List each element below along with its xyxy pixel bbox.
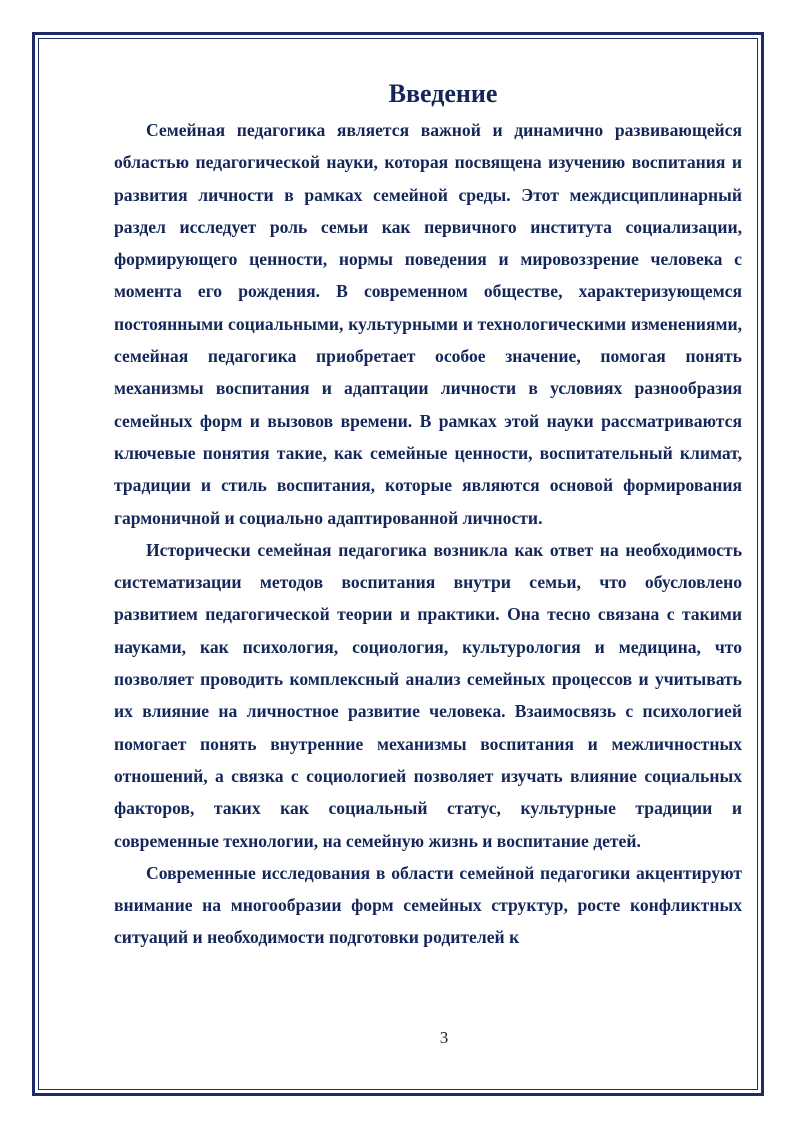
paragraph-3: Современные исследования в области семейной педагогики акцентируют внимание на многообразии форм семейных структур, росте конфликтных ситуаций и необходимости подготовки родителей к [114,862,742,948]
page-title: Введение [388,79,498,108]
paragraph-2: Исторически семейная педагогика возникла как ответ на необходимость систематизации методов воспитания внутри семьи, что обусловлено развитием педагогической теории и практики. Она тесно связана с такими науками, как психология, социология, культурология и медицина, что позволяет проводить комплексный анализ семейных процессов и учитывать их влияние на личностное развитие человека. Взаимосвязь с психологией помогает понять внутренние механизмы воспитания и межличностных отношений, а связка с социологией позволяет изучать влияние социальных факторов, таких как социальный статус, культурные традиции и современные технологии, на семейную жизнь и воспитание детей. [114,539,742,851]
paragraph-1: Семейная педагогика является важной и динамично развивающейся областью педагогической науки, которая посвящена изучению воспитания и развития личности в рамках семейной среды. Этот междисциплинарный раздел исследует роль семьи как первичного института социализации, формирующего ценности, нормы поведения и мировоззрение человека с момента его рождения. В современном обществе, характеризующемся постоянными социальными, культурными и технологическими изменениями, семейная педагогика приобретает особое значение, помогая понять механизмы воспитания и адаптации личности в условиях разнообразия семейных форм и вызовов времени. В рамках этой науки рассматриваются ключевые понятия такие, как семейные ценности, воспитательный климат, традиции и стиль воспитания, которые являются основой формирования гармоничной и социально адаптированной личности. [114,120,742,528]
page-content [114,74,742,954]
page-number: 3 [439,1028,449,1047]
